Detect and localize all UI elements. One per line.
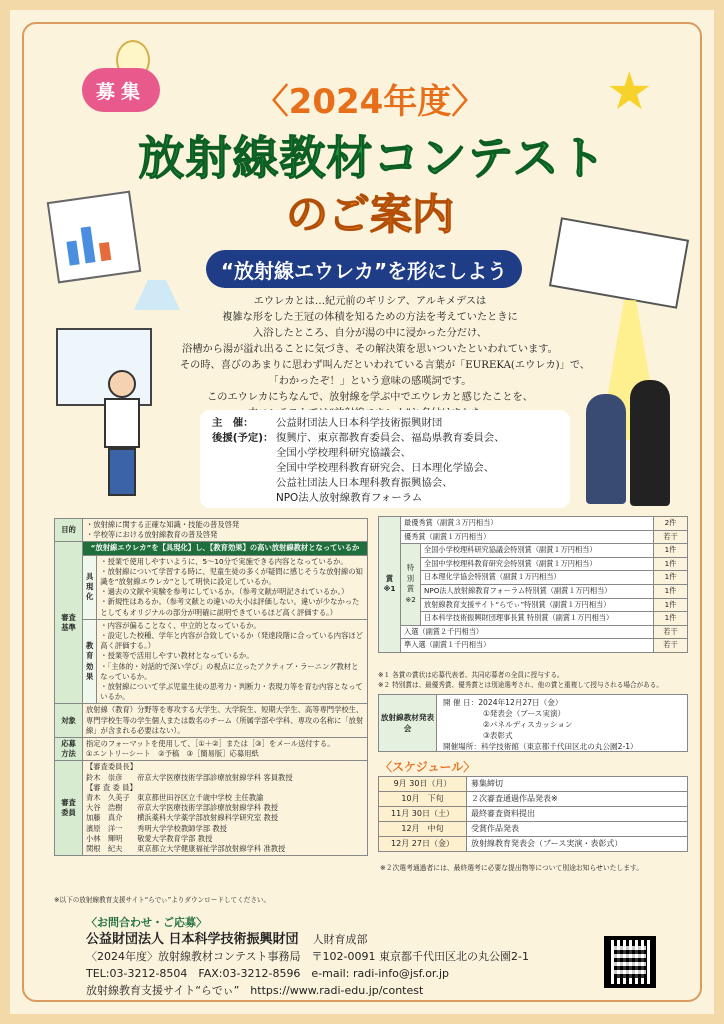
schedule-row: [379, 777, 688, 792]
intro-line: 入浴したところ、自分が湯の中に浸かった分だけ、: [253, 328, 487, 339]
schedule-table: [378, 776, 688, 852]
prize-name: 入選（副賞２千円相当）: [401, 625, 654, 639]
schedule-item: 募集締切: [467, 777, 688, 792]
prize-note: ※１ 各賞の賞状は応募代表者、共同応募者の全員に授与する。: [378, 671, 564, 679]
special-prize-label: 特別賞※2: [401, 544, 421, 626]
year-label: 〈2024年度〉: [254, 82, 486, 122]
page-subtitle: のご案内: [285, 190, 454, 239]
contact-heading: 〈お問合わせ・ご応募〉: [86, 916, 207, 929]
judge-line: 関根 紀夫 東京都立大学健康福祉学部放射線学科 准教授: [86, 844, 286, 854]
event-label: 放射線教材発表会: [379, 695, 437, 751]
prize-name: 日本理化学協会特別賞（副賞１万円相当）: [421, 571, 654, 585]
prize-table: [378, 516, 688, 653]
schedule-date: 12月 27日（金）: [379, 837, 467, 852]
prize-name: NPO法人放射線教育フォーラム特別賞（副賞１万円相当）: [421, 584, 654, 598]
intro-line: 「わかったぞ！」という意味の感嘆詞です。: [268, 376, 472, 387]
intro-text: [180, 294, 590, 422]
prize-name: 日本科学技術振興財団理事長賞 特別賞（副賞１万円相当）: [421, 612, 654, 626]
org-name: 公益財団法人 日本科学技術振興財団: [86, 932, 299, 947]
prize-count: 1件: [654, 612, 688, 626]
prize-notes: [378, 670, 688, 690]
intro-line: エウレカとは…紀元前のギリシア、アルキメデスは: [253, 296, 487, 307]
event-box: [378, 694, 688, 752]
prize-name: 準入選（副賞１千円相当）: [401, 639, 654, 653]
criteria-item: ・「主体的・対話的で深い学び」の視点に立ったアクティブ・ラーニング教材となっているか。: [100, 661, 359, 681]
judge-line: 大谷 浩樹 帝京大学医療技術学部診療放射線学科 教授: [86, 803, 279, 813]
purpose-line: ・学校等における放射線教育の普及啓発: [86, 530, 218, 540]
prize-note: ※２ 特別賞は、最優秀賞、優秀賞とは別途選考され、他の賞と重複して授与される場合がある。: [378, 681, 663, 689]
flask-illustration: [134, 240, 180, 310]
judge-line: 【審査委員長】: [86, 762, 138, 772]
target-cell: 放射線（教育）分野等を専攻する大学生、大学院生、短期大学生、高等専門学校生、専門学校生等の学生個人または数名のチーム（所属学部や学科、専攻の名称に「放射線」が含まれる必要はない）。: [83, 704, 368, 738]
event-line: 開 催 日：2024年12月27日（金）: [443, 698, 563, 707]
criteria-item: ・放射線について学ぶ児童生徒の思考力・判断力・表現力等を育む内容となっているか。: [100, 682, 363, 702]
judge-line: 小林 輝明 敬愛大学教育学部 教授: [86, 833, 213, 843]
prize-count: 1件: [654, 598, 688, 612]
schedule-row: [379, 822, 688, 837]
schedule-row: [379, 792, 688, 807]
criteria-item: ・授業等で活用しやすい教材となっているか。: [100, 651, 254, 661]
prize-label: 賞※1: [379, 517, 401, 653]
schedule-title: 〈スケジュール〉: [380, 760, 476, 774]
criteria-item: ・内容が偏ることなく、中立的となっているか。: [100, 620, 261, 630]
apply-label: 応募方法: [55, 738, 83, 761]
chart-document-illustration: [47, 191, 142, 284]
contest-info-table: [54, 518, 368, 856]
support-line: 全国小学校理科研究協議会、: [276, 447, 412, 459]
prize-name: 全国中学校理科教育研究会特別賞（副賞１万円相当）: [421, 557, 654, 571]
prize-count: 1件: [654, 557, 688, 571]
intro-line: 浴槽から湯が溢れ出ることに気づき、その解決策を思いついたといわれています。: [182, 344, 558, 355]
judge-line: 鈴木 崇彦 帝京大学医療技術学部診療放射線学科 客員教授: [86, 772, 293, 782]
judge-line: 濱原 洋一 秀明大学学校教師学部 教授: [86, 823, 227, 833]
intro-line: その時、喜びのあまりに思わず叫んだといわれている言葉が「EUREKA(エウレカ)」で、: [180, 360, 590, 371]
schedule-date: 12月 中旬: [379, 822, 467, 837]
contact-site[interactable]: 放射線教育支援サイト“らでぃ” https://www.radi-edu.jp/contest: [86, 984, 424, 997]
support-label: 後援(予定)：: [212, 432, 274, 444]
schedule-row: [379, 837, 688, 852]
target-label: 対象: [55, 704, 83, 738]
criteria-item: ・過去の文献や実験を参考にしているか。（参考文献が明記されているか。）: [100, 587, 349, 597]
prize-count: 若干: [654, 530, 688, 544]
star-icon: ★: [606, 62, 653, 122]
org-dept: 人財育成部: [312, 933, 368, 946]
contact-org: [86, 931, 606, 948]
event-details: [437, 695, 644, 751]
intro-line: 複雑な形をした王冠の体積を知るための方法を考えていたときに: [222, 312, 518, 323]
qr-code-icon[interactable]: [604, 936, 656, 988]
contact-phones[interactable]: TEL:03-3212-8504 FAX:03-3212-8596 e-mail: radi-info@jsf.or.jp: [86, 967, 449, 980]
prize-name: 全国小学校理科研究協議会特別賞（副賞１万円相当）: [421, 544, 654, 558]
organizer: 公益財団法人日本科学技術振興財団: [276, 417, 443, 429]
apply-line: ①エントリーシート ②予稿 ③［簡易版］応募用紙: [86, 749, 259, 759]
contact-office: 〈2024年度〉放射線教材コンテスト事務局 〒102-0091 東京都千代田区北の丸公園2-1: [86, 950, 529, 963]
criteria-item: ・授業で使用しやすいように、5〜10分で実施できる内容となっているか。: [100, 556, 348, 566]
schedule-row: [379, 807, 688, 822]
contact-section: [86, 914, 606, 999]
support-line: 公益社団法人日本理科教育振興協会、: [276, 477, 453, 489]
schedule-item: 放射線教育発表会（ブース実演・表彰式）: [467, 837, 688, 852]
tagline-banner: “放射線エウレカ”を形にしよう: [206, 250, 522, 288]
page-title: 放射線教材コンテスト: [138, 131, 607, 185]
prize-name: 最優秀賞（副賞３万円相当）: [401, 517, 654, 531]
apply-line: 指定のフォーマットを使用して、［①＋②］または［③］をメール送付する。: [86, 739, 335, 749]
recruitment-badge: 募集: [82, 68, 160, 112]
prize-name: 優秀賞（副賞１万円相当）: [401, 530, 654, 544]
criteria-label: 審査基準: [55, 542, 83, 704]
kyoiku-label: 教育効果: [83, 619, 97, 704]
criteria-item: ・設定した校種、学年と内容が合致しているか（発達段階に合っている内容ほど高く評価する。）: [100, 631, 363, 651]
event-line: ③表彰式: [483, 731, 513, 740]
schedule-date: 11月 30日（土）: [379, 807, 467, 822]
prize-count: 若干: [654, 639, 688, 653]
gugenka-cell: [97, 555, 368, 619]
schedule-item: ２次審査通過作品発表※: [467, 792, 688, 807]
schedule-date: 9月 30日（月）: [379, 777, 467, 792]
judges-cell: [83, 761, 368, 856]
schedule-note: ※２次選考通過者には、最終選考に必要な提出物等について別途お知らせいたします。: [380, 864, 644, 872]
prize-count: 若干: [654, 625, 688, 639]
intro-line: このエウレカにちなんで、放射線を学ぶ中でエウレカと感じたことを、: [207, 392, 533, 403]
purpose-cell: [83, 519, 368, 542]
criteria-item: ・新規性はあるか。（参考文献との違いの大小は評価しない。違いが少なかったとしてもオリジナルの部分が明確に説明できているほど高く評価する。）: [100, 597, 360, 617]
prize-count: 1件: [654, 544, 688, 558]
purpose-label: 目的: [55, 519, 83, 542]
event-line: 開催場所：科学技術館（東京都千代田区北の丸公園2-1）: [443, 742, 638, 751]
prize-count: 1件: [654, 584, 688, 598]
judges-label: 審査委員: [55, 761, 83, 856]
download-note: ※以下の放射線教育支援サイト“らでぃ”よりダウンロードしてください。: [54, 896, 271, 904]
schedule-date: 10月 下旬: [379, 792, 467, 807]
kyoiku-cell: [97, 619, 368, 704]
support-line: 全国中学校理科教育研究会、日本理化学協会、: [276, 462, 495, 474]
event-line: ②パネルディスカッション: [483, 720, 573, 729]
prize-count: 2件: [654, 517, 688, 531]
judge-line: 加藤 真介 横浜薬科大学薬学部放射線科学研究室 教授: [86, 813, 279, 823]
purpose-line: ・放射線に関する正確な知識・技能の普及啓発: [86, 520, 240, 529]
sponsor-box: [200, 410, 570, 508]
teacher-illustration: [98, 370, 148, 500]
prize-name: 放射線教育支援サイト“らでぃ”特別賞（副賞１万円相当）: [421, 598, 654, 612]
apply-cell: [83, 738, 368, 761]
support-line: NPO法人放射線教育フォーラム: [276, 492, 423, 504]
criteria-head: “放射線エウレカ”を【具現化】し、【教育効果】の高い放射線教材となっているか: [83, 542, 368, 555]
support-line: 復興庁、東京都教育委員会、福島県教育委員会、: [276, 432, 505, 444]
organizer-label: 主 催：: [212, 417, 254, 429]
schedule-item: 受賞作品発表: [467, 822, 688, 837]
event-line: ①発表会（ブース実演）: [483, 709, 566, 718]
students-illustration: [582, 380, 682, 510]
prize-count: 1件: [654, 571, 688, 585]
gugenka-label: 具現化: [83, 555, 97, 619]
judge-line: 【審 査 委 員】: [86, 782, 137, 792]
criteria-item: ・放射線について学習する時に、児童生徒の多くが疑問に感じそうな放射線の知識を“放射線エウレカ”として明快に設定しているか。: [100, 566, 363, 587]
schedule-item: 最終審査資料提出: [467, 807, 688, 822]
judge-line: 青木 久美子 東京都世田谷区立千歳中学校 主任教諭: [86, 793, 264, 803]
